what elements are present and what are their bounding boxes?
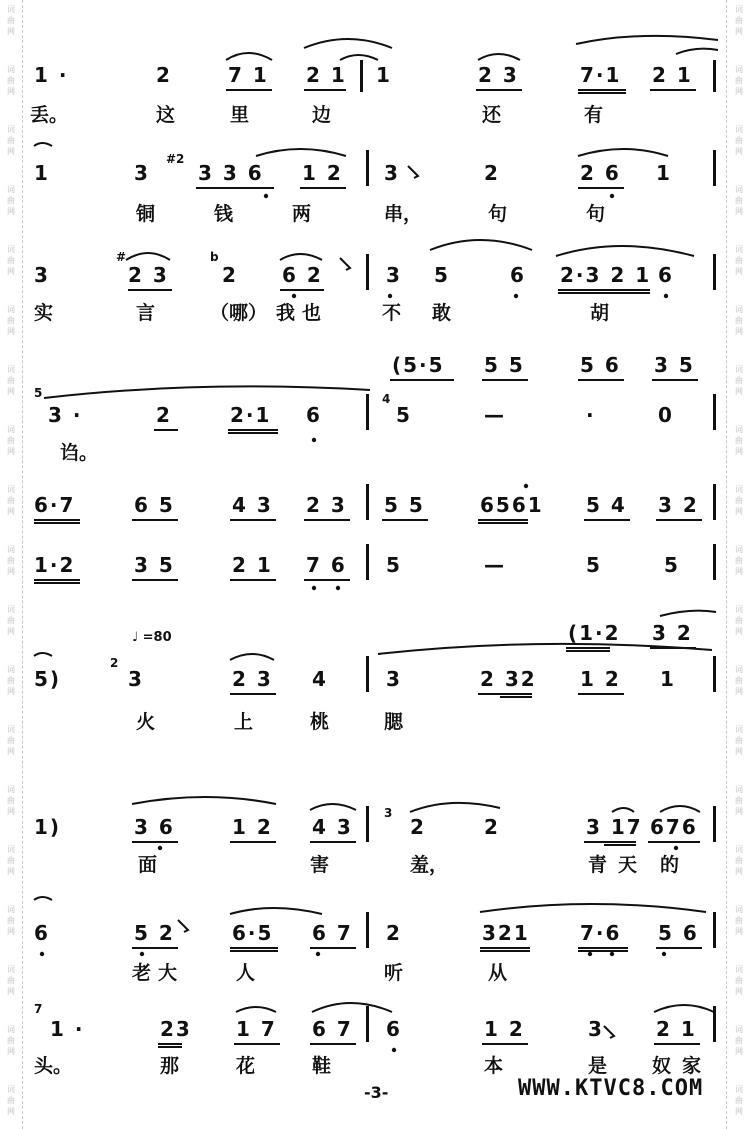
note: 2 1 [652, 63, 693, 87]
side-watermark-char: 曲 [735, 376, 743, 385]
side-watermark-char: 网 [735, 147, 743, 156]
note: 1 [656, 161, 672, 185]
side-watermark-char: 词 [7, 665, 15, 674]
side-watermark-char: 网 [7, 987, 15, 996]
note: 1 2 [302, 161, 343, 185]
note: 6 [386, 1017, 402, 1041]
side-watermark-char: 词 [735, 845, 743, 854]
note: 5 6 [658, 921, 699, 945]
note: 2 [410, 815, 426, 839]
lyric: 敢 [432, 302, 452, 324]
note: 6 [306, 403, 322, 427]
note: 2 [222, 263, 238, 287]
side-watermark-char: 曲 [735, 1036, 743, 1045]
note: 1 · [50, 1017, 85, 1041]
lyric: 是 [588, 1055, 608, 1077]
lyric: 老 [132, 962, 152, 984]
note: 2 [484, 815, 500, 839]
lyric: 不 [382, 302, 402, 324]
side-watermark-char: 曲 [7, 256, 15, 265]
intro-note: 3 5 [654, 353, 695, 377]
side-watermark-char: 网 [7, 27, 15, 36]
lyric: 上 [234, 711, 254, 733]
side-watermark-char: 网 [7, 867, 15, 876]
side-watermark-char: 词 [7, 365, 15, 374]
side-watermark-char: 网 [7, 627, 15, 636]
lyric: 从 [488, 962, 508, 984]
note: 5) [34, 667, 62, 691]
note: 2 3 [306, 493, 347, 517]
side-watermark-char: 词 [735, 365, 743, 374]
side-watermark-char: 网 [735, 1107, 743, 1116]
lyric: 的 [660, 854, 680, 876]
note: 1 [660, 667, 676, 691]
note: 1 [34, 161, 50, 185]
note: 1 [376, 63, 392, 87]
side-watermark-char: 曲 [7, 76, 15, 85]
intro-note: 5 5 [484, 353, 525, 377]
note: 5 5 [384, 493, 425, 517]
side-watermark-char: 曲 [7, 676, 15, 685]
side-watermark-char: 曲 [7, 496, 15, 505]
side-watermark-char: 网 [7, 447, 15, 456]
note: 2 1 [232, 553, 273, 577]
side-watermark-char: 曲 [7, 556, 15, 565]
note: 6 [34, 921, 50, 945]
side-watermark-char: 词 [7, 545, 15, 554]
note: 1) [34, 815, 62, 839]
side-watermark-char: 网 [735, 987, 743, 996]
side-watermark-char: 曲 [735, 616, 743, 625]
lyric: 家 [682, 1055, 702, 1077]
grace-note: 5 [34, 386, 43, 400]
grace-note: 3 [384, 806, 393, 820]
lyric: 句 [488, 203, 508, 225]
lyric: 钱 [214, 203, 234, 225]
note: 3 6 [134, 815, 175, 839]
side-watermark-char: 词 [7, 185, 15, 194]
intro-note: (1·2 [568, 621, 621, 645]
note: — [484, 553, 506, 577]
side-watermark-char: 曲 [735, 736, 743, 745]
lyric: 丢。 [30, 104, 69, 126]
lyric: 害 [310, 854, 330, 876]
side-watermark-char: 网 [735, 327, 743, 336]
side-watermark-char: 曲 [7, 976, 15, 985]
side-watermark-char: 曲 [7, 1036, 15, 1045]
side-watermark-char: 词 [735, 665, 743, 674]
side-watermark-char: 词 [7, 485, 15, 494]
lyric: 诌。 [60, 442, 99, 464]
side-watermark-char: 网 [7, 567, 15, 576]
note: 2 3 [232, 667, 273, 691]
side-watermark-char: 曲 [735, 916, 743, 925]
note: 3 [128, 667, 144, 691]
note: 0 [658, 403, 674, 427]
note: 2 32 [480, 667, 537, 691]
lyric: 言 [136, 302, 156, 324]
side-watermark-char: 网 [7, 387, 15, 396]
intro-note: 3 2 [652, 621, 693, 645]
note: 3 3 6 [198, 161, 264, 185]
note: 6·7 [34, 493, 76, 517]
side-watermark-char: 网 [735, 267, 743, 276]
note: 5 4 [586, 493, 627, 517]
note: 2 6 [580, 161, 621, 185]
side-watermark-char: 曲 [735, 796, 743, 805]
side-watermark-char: 曲 [7, 316, 15, 325]
side-watermark-char: 曲 [735, 856, 743, 865]
note: · [586, 403, 596, 427]
side-watermark-char: 词 [7, 425, 15, 434]
side-watermark-char: 词 [7, 245, 15, 254]
side-watermark-char: 曲 [735, 1096, 743, 1105]
side-watermark-char: 曲 [7, 616, 15, 625]
lyric: （哪） [210, 302, 268, 324]
lyric: 两 [292, 203, 312, 225]
grace-note: 2 [110, 656, 119, 670]
side-watermark-char: 曲 [735, 76, 743, 85]
side-watermark-char: 词 [735, 185, 743, 194]
note: — [484, 403, 506, 427]
note: 3 [134, 161, 150, 185]
note: 2·3 2 1 [560, 263, 652, 287]
note: 6 5 [134, 493, 175, 517]
side-watermark-char: 词 [735, 1085, 743, 1094]
side-watermark-char: 曲 [7, 196, 15, 205]
note: 3 [34, 263, 50, 287]
side-watermark-char: 网 [7, 687, 15, 696]
lyric: 边 [312, 104, 332, 126]
side-watermark-char: 词 [735, 785, 743, 794]
side-watermark-char: 词 [735, 1025, 743, 1034]
flat-sign: b [210, 250, 219, 264]
side-watermark-char: 曲 [735, 496, 743, 505]
side-watermark-char: 网 [735, 567, 743, 576]
side-watermark-char: 曲 [7, 1096, 15, 1105]
note: 6 7 [312, 921, 353, 945]
note: 6561 [480, 493, 544, 517]
note: 7 6 [306, 553, 347, 577]
note: 1 2 [232, 815, 273, 839]
tempo-marking: ♩ =80 [132, 630, 172, 645]
side-watermark-char: 网 [7, 1047, 15, 1056]
lyric: 奴 [652, 1055, 672, 1077]
side-watermark-char: 曲 [735, 16, 743, 25]
note: 3 2 [658, 493, 699, 517]
lyric: 羞， [410, 854, 449, 876]
lyric: 鞋 [312, 1055, 332, 1077]
lyric: 人 [236, 962, 256, 984]
note: 5 [386, 553, 402, 577]
note: 7·6 [580, 921, 622, 945]
note: 1 · [34, 63, 69, 87]
note: 23 [160, 1017, 192, 1041]
site-watermark: WWW.KTVC8.COM [518, 1076, 704, 1101]
side-watermark-char: 网 [7, 207, 15, 216]
note: 3 [386, 667, 402, 691]
side-watermark-char: 词 [735, 305, 743, 314]
note: 5 2 [134, 921, 175, 945]
note: 1·2 [34, 553, 76, 577]
note: 4 3 [312, 815, 353, 839]
side-watermark-char: 曲 [7, 436, 15, 445]
note: 3 5 [134, 553, 175, 577]
note: 3 17 [586, 815, 643, 839]
side-watermark-char: 网 [735, 687, 743, 696]
note: 5 [664, 553, 680, 577]
note: 4 [312, 667, 328, 691]
side-watermark-char: 网 [735, 447, 743, 456]
side-watermark-char: 词 [735, 5, 743, 14]
note: 3 [588, 1017, 604, 1041]
intro-note: 5 6 [580, 353, 621, 377]
side-watermark-char: 网 [735, 747, 743, 756]
lyric: 桃 [310, 711, 330, 733]
side-watermark-char: 网 [7, 327, 15, 336]
side-watermark-char: 词 [7, 1025, 15, 1034]
lyric: 串， [384, 203, 423, 225]
grace-note: 7 [34, 1002, 43, 1016]
side-watermark-char: 词 [7, 785, 15, 794]
side-watermark-char: 词 [7, 725, 15, 734]
note: 2 [386, 921, 402, 945]
note: 7·1 [580, 63, 622, 87]
lyric: 我 [276, 302, 296, 324]
note: 2 [156, 403, 172, 427]
side-watermark-char: 曲 [735, 556, 743, 565]
side-watermark-char: 网 [7, 147, 15, 156]
lyric: 句 [586, 203, 606, 225]
note: 321 [482, 921, 530, 945]
lyric: 里 [230, 104, 250, 126]
lyric: 那 [160, 1055, 180, 1077]
side-watermark-char: 网 [735, 207, 743, 216]
side-watermark-char: 词 [7, 845, 15, 854]
note: 2 [484, 161, 500, 185]
lyric: 天 [618, 854, 638, 876]
side-watermark-char: 网 [735, 27, 743, 36]
note: 2·1 [230, 403, 272, 427]
side-watermark-char: 曲 [735, 196, 743, 205]
side-watermark-char: 词 [7, 965, 15, 974]
side-watermark-char: 曲 [735, 976, 743, 985]
note: 676 [650, 815, 698, 839]
side-watermark-char: 曲 [735, 256, 743, 265]
side-watermark-char: 曲 [7, 376, 15, 385]
side-watermark-char: 词 [735, 125, 743, 134]
note: 2 1 [306, 63, 347, 87]
side-watermark-char: 曲 [7, 916, 15, 925]
lyric: 头。 [34, 1055, 73, 1077]
lyric: 实 [34, 302, 54, 324]
side-watermark-char: 词 [735, 965, 743, 974]
side-watermark-char: 词 [735, 725, 743, 734]
note: 4 3 [232, 493, 273, 517]
side-watermark-char: 网 [7, 507, 15, 516]
note: 5 [586, 553, 602, 577]
side-watermark-char: 曲 [7, 136, 15, 145]
lyric: 也 [302, 302, 322, 324]
side-watermark-char: 网 [735, 627, 743, 636]
side-watermark-char: 词 [735, 485, 743, 494]
side-watermark-char: 网 [7, 807, 15, 816]
note: 3 · [48, 403, 83, 427]
note: 6·5 [232, 921, 274, 945]
side-watermark-char: 网 [7, 87, 15, 96]
side-watermark-char: 曲 [7, 856, 15, 865]
lyric: 这 [156, 104, 176, 126]
side-watermark-char: 词 [735, 545, 743, 554]
lyric: 青 [588, 854, 608, 876]
lyric: 本 [484, 1055, 504, 1077]
lyric: 火 [136, 711, 156, 733]
side-watermark-char: 词 [735, 605, 743, 614]
intro-note: (5·5 [392, 353, 445, 377]
lyric: 还 [482, 104, 502, 126]
note: 6 [510, 263, 526, 287]
note: 2 [156, 63, 172, 87]
side-watermark-char: 词 [735, 905, 743, 914]
lyric: 胡 [590, 302, 610, 324]
side-watermark-char: 词 [7, 65, 15, 74]
side-watermark-char: 网 [735, 387, 743, 396]
side-watermark-char: 网 [735, 87, 743, 96]
side-watermark-char: 词 [7, 125, 15, 134]
side-watermark-char: 曲 [735, 136, 743, 145]
side-watermark-char: 词 [7, 605, 15, 614]
note: 1 2 [484, 1017, 525, 1041]
note: 1 2 [580, 667, 621, 691]
side-watermark-char: 词 [7, 5, 15, 14]
side-watermark-char: 词 [735, 425, 743, 434]
side-watermark-char: 曲 [735, 316, 743, 325]
note: 5 [434, 263, 450, 287]
side-watermark-char: 曲 [735, 676, 743, 685]
side-watermark-char: 曲 [735, 436, 743, 445]
side-watermark-char: 曲 [7, 16, 15, 25]
side-watermark-char: 网 [7, 747, 15, 756]
side-watermark-char: 词 [7, 905, 15, 914]
lyric: 大 [158, 962, 178, 984]
note: 6 2 [282, 263, 323, 287]
side-watermark-char: 词 [735, 245, 743, 254]
side-watermark-char: 曲 [7, 736, 15, 745]
side-watermark-char: 网 [735, 807, 743, 816]
lyric: 铜 [136, 203, 156, 225]
grace-note: 4 [382, 392, 391, 406]
lyric: 面 [138, 854, 158, 876]
side-watermark-char: 网 [735, 1047, 743, 1056]
side-watermark-char: 曲 [7, 796, 15, 805]
note: 1 7 [236, 1017, 277, 1041]
note: 5 [396, 403, 412, 427]
side-watermark-char: 网 [735, 507, 743, 516]
side-watermark-char: 网 [735, 927, 743, 936]
lyric: 花 [236, 1055, 256, 1077]
page-number: -3- [364, 1083, 389, 1102]
side-watermark-char: 词 [735, 65, 743, 74]
note: 6 [658, 263, 674, 287]
lyric: 腮 [384, 711, 404, 733]
note: 3 [386, 263, 402, 287]
side-watermark-char: 网 [7, 927, 15, 936]
note: 2 1 [656, 1017, 697, 1041]
side-watermark-char: 网 [7, 267, 15, 276]
note: 6 7 [312, 1017, 353, 1041]
grace-note: #2 [166, 152, 185, 166]
side-watermark-char: 词 [7, 1085, 15, 1094]
note: 2 3 [478, 63, 519, 87]
lyric: 听 [384, 962, 404, 984]
note: 7 1 [228, 63, 269, 87]
sharp-sign: # [116, 250, 127, 264]
note: 3 [384, 161, 400, 185]
lyric: 有 [584, 104, 604, 126]
note: 2 3 [128, 263, 169, 287]
side-watermark-char: 词 [7, 305, 15, 314]
side-watermark-char: 网 [7, 1107, 15, 1116]
side-watermark-char: 网 [735, 867, 743, 876]
